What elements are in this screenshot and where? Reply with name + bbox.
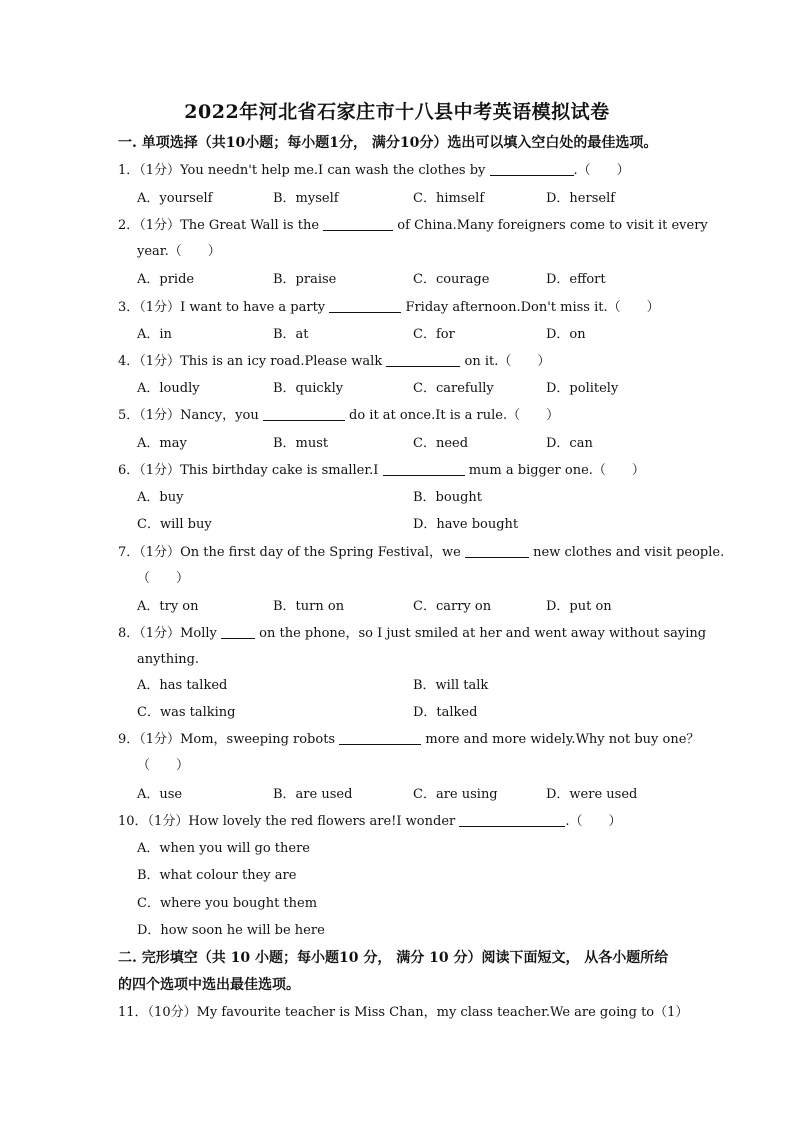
option-c[interactable]: C．are using bbox=[413, 787, 498, 802]
question-8 bbox=[118, 621, 707, 673]
question-number: 5． bbox=[118, 408, 140, 423]
section-2-instructions-line2: 的四个选项中选出最佳选项。 bbox=[118, 977, 300, 993]
question-text: You needn't help me.I can wash the clothes by bbox=[180, 163, 486, 178]
option-b[interactable]: B．praise bbox=[273, 272, 337, 287]
question-continuation: （ ） bbox=[137, 571, 190, 586]
options-9 bbox=[137, 782, 697, 808]
question-score: （10分） bbox=[147, 1005, 197, 1020]
option-c[interactable]: C．where you bought them bbox=[137, 896, 318, 911]
question-score: （1分） bbox=[139, 545, 181, 560]
section-2-instructions-line1: 二. 完形填空（共 10 小题；每小题10 分， 满分 10 分）阅读下面短文， 从各小题所给 bbox=[118, 950, 669, 966]
option-b[interactable]: B．myself bbox=[273, 191, 339, 206]
question-number: 11． bbox=[118, 1005, 148, 1020]
options-2 bbox=[137, 267, 697, 293]
option-c[interactable]: C．carefully bbox=[413, 381, 494, 396]
question-continuation: anything. bbox=[137, 652, 200, 667]
question-3 bbox=[118, 295, 678, 321]
question-score: （1分） bbox=[139, 163, 181, 178]
option-d[interactable]: D．have bought bbox=[413, 517, 519, 532]
option-a[interactable]: A．may bbox=[137, 436, 187, 451]
question-text: How lovely the red flowers are!I wonder bbox=[188, 814, 456, 829]
option-b[interactable]: B．what colour they are bbox=[137, 868, 297, 883]
question-text-end: .（ ） bbox=[565, 814, 622, 829]
question-number: 6． bbox=[118, 463, 140, 478]
question-6 bbox=[118, 458, 678, 484]
options-8-row1 bbox=[137, 673, 697, 699]
question-number: 2． bbox=[118, 218, 140, 233]
question-score: （1分） bbox=[139, 626, 181, 641]
question-text-end: on the phone，so I just smiled at her and went away without saying bbox=[259, 626, 707, 641]
options-8-row2 bbox=[137, 700, 697, 726]
option-b[interactable]: B．must bbox=[273, 436, 329, 451]
answer-blank[interactable] bbox=[490, 161, 574, 176]
question-9 bbox=[118, 727, 700, 779]
question-text-end: more and more widely.Why not buy one？ bbox=[425, 732, 700, 747]
question-text: I want to have a party bbox=[180, 300, 326, 315]
option-b[interactable]: B．are used bbox=[273, 787, 353, 802]
question-text: This is an icy road.Please walk bbox=[180, 354, 383, 369]
option-b[interactable]: B．bought bbox=[413, 490, 482, 505]
question-text: This birthday cake is smaller.I bbox=[180, 463, 379, 478]
question-4 bbox=[118, 349, 678, 375]
question-text: My favourite teacher is Miss Chan，my class teacher.We are going to（1） bbox=[196, 1005, 689, 1020]
option-a[interactable]: A．has talked bbox=[137, 678, 228, 693]
options-3 bbox=[137, 322, 697, 348]
option-d[interactable]: D．talked bbox=[413, 705, 478, 720]
answer-blank[interactable] bbox=[221, 624, 255, 639]
question-text-end: mum a bigger one.（ ） bbox=[468, 463, 645, 478]
option-c[interactable]: C．was talking bbox=[137, 705, 236, 720]
option-d[interactable]: D．how soon he will be here bbox=[137, 923, 325, 938]
option-d[interactable]: D．on bbox=[546, 327, 586, 342]
exam-title: 2022年河北省石家庄市十八县中考英语模拟试卷 bbox=[184, 101, 610, 123]
answer-blank[interactable] bbox=[383, 461, 465, 476]
answer-blank[interactable] bbox=[339, 730, 421, 745]
question-score: （1分） bbox=[139, 354, 181, 369]
question-1 bbox=[118, 158, 678, 184]
options-10-d bbox=[137, 918, 697, 944]
answer-blank[interactable] bbox=[386, 352, 460, 367]
option-c[interactable]: C．courage bbox=[413, 272, 490, 287]
answer-blank[interactable] bbox=[329, 298, 401, 313]
option-a[interactable]: A．loudly bbox=[137, 381, 200, 396]
option-d[interactable]: D．can bbox=[546, 436, 593, 451]
answer-blank[interactable] bbox=[465, 543, 529, 558]
option-b[interactable]: B．will talk bbox=[413, 678, 489, 693]
question-score: （1分） bbox=[139, 218, 181, 233]
question-number: 1． bbox=[118, 163, 140, 178]
option-d[interactable]: D．put on bbox=[546, 599, 612, 614]
option-c[interactable]: C．himself bbox=[413, 191, 485, 206]
question-text: Nancy，you bbox=[180, 408, 259, 423]
option-b[interactable]: B．quickly bbox=[273, 381, 344, 396]
option-c[interactable]: C．need bbox=[413, 436, 469, 451]
option-d[interactable]: D．were used bbox=[546, 787, 638, 802]
answer-blank[interactable] bbox=[263, 406, 345, 421]
question-5 bbox=[118, 403, 678, 429]
question-11 bbox=[118, 1000, 689, 1026]
answer-blank[interactable] bbox=[459, 812, 565, 827]
option-b[interactable]: B．at bbox=[273, 327, 309, 342]
question-continuation: （ ） bbox=[137, 758, 190, 773]
question-score: （1分） bbox=[139, 300, 181, 315]
question-score: （1分） bbox=[139, 732, 181, 747]
option-a[interactable]: A．try on bbox=[137, 599, 199, 614]
option-a[interactable]: A．in bbox=[137, 327, 172, 342]
question-text-end: .（ ） bbox=[573, 163, 630, 178]
option-a[interactable]: A．when you will go there bbox=[137, 841, 310, 856]
option-c[interactable]: C．will buy bbox=[137, 517, 212, 532]
question-number: 9． bbox=[118, 732, 140, 747]
question-text: Mom，sweeping robots bbox=[180, 732, 336, 747]
option-c[interactable]: C．carry on bbox=[413, 599, 492, 614]
option-d[interactable]: D．politely bbox=[546, 381, 619, 396]
question-number: 4． bbox=[118, 354, 140, 369]
question-text: Molly bbox=[180, 626, 217, 641]
question-text-end: Friday afternoon.Don't miss it.（ ） bbox=[405, 300, 660, 315]
options-6-row2 bbox=[137, 512, 697, 538]
options-7 bbox=[137, 594, 697, 620]
question-text-end: new clothes and visit people. bbox=[533, 545, 725, 560]
question-text: The Great Wall is the bbox=[180, 218, 320, 233]
option-d[interactable]: D．effort bbox=[546, 272, 606, 287]
question-2 bbox=[118, 213, 708, 265]
question-number: 3． bbox=[118, 300, 140, 315]
options-10-b bbox=[137, 863, 697, 889]
options-10-a bbox=[137, 836, 697, 862]
option-d[interactable]: D．herself bbox=[546, 191, 616, 206]
option-a[interactable]: A．buy bbox=[137, 490, 184, 505]
question-score: （1分） bbox=[147, 814, 189, 829]
option-a[interactable]: A．use bbox=[137, 787, 183, 802]
question-text: On the first day of the Spring Festival，we bbox=[180, 545, 461, 560]
options-6-row1 bbox=[137, 485, 697, 511]
question-score: （1分） bbox=[139, 463, 181, 478]
question-10 bbox=[118, 809, 678, 835]
options-1 bbox=[137, 186, 697, 212]
options-10-c bbox=[137, 891, 697, 917]
option-b[interactable]: B．turn on bbox=[273, 599, 345, 614]
option-c[interactable]: C．for bbox=[413, 327, 455, 342]
question-continuation: year.（ ） bbox=[137, 244, 221, 259]
question-number: 7． bbox=[118, 545, 140, 560]
question-7 bbox=[118, 540, 725, 592]
option-a[interactable]: A．yourself bbox=[137, 191, 213, 206]
answer-blank[interactable] bbox=[323, 216, 393, 231]
question-text-end: on it.（ ） bbox=[464, 354, 551, 369]
question-number: 10． bbox=[118, 814, 148, 829]
section-1-instructions: 一. 单项选择（共10小题；每小题1分， 满分10分）选出可以填入空白处的最佳选项。 bbox=[118, 135, 658, 151]
question-text-end: do it at once.It is a rule.（ ） bbox=[349, 408, 560, 423]
options-4 bbox=[137, 376, 697, 402]
option-a[interactable]: A．pride bbox=[137, 272, 195, 287]
question-text-end: of China.Many foreigners come to visit it every bbox=[397, 218, 708, 233]
options-5 bbox=[137, 431, 697, 457]
question-score: （1分） bbox=[139, 408, 181, 423]
question-number: 8． bbox=[118, 626, 140, 641]
